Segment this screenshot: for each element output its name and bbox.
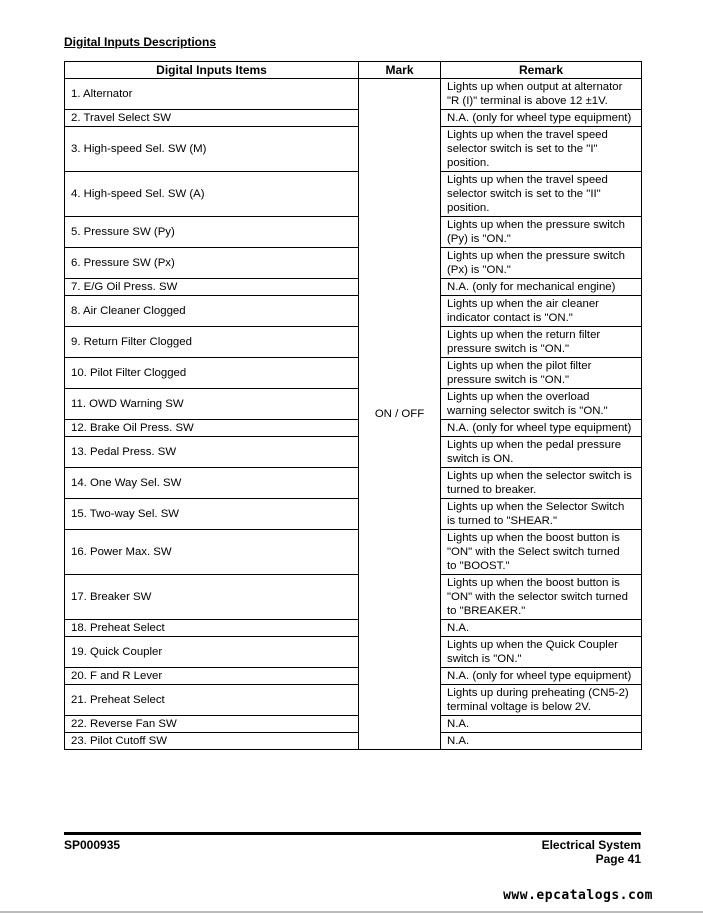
remark-line: Lights up when output at alternator	[447, 81, 623, 93]
remark-line: N.A.	[447, 718, 470, 730]
remark-line: indicator contact is "ON."	[447, 312, 573, 324]
table-row	[65, 575, 642, 620]
remark-cell	[441, 79, 642, 110]
remark-cell	[441, 296, 642, 327]
remark-line: Lights up when the return filter	[447, 329, 601, 341]
item-cell: 18. Preheat Select	[65, 620, 359, 637]
item-cell: 13. Pedal Press. SW	[65, 437, 359, 468]
remark-line: Lights up when the travel speed	[447, 129, 608, 141]
remark-line: Lights up when the pressure switch	[447, 250, 625, 262]
remark-line: position.	[447, 202, 490, 214]
remark-line: Lights up during preheating (CN5-2)	[447, 687, 629, 699]
remark-line: terminal voltage is below 2V.	[447, 701, 591, 713]
remark-cell	[441, 733, 642, 750]
item-cell: 5. Pressure SW (Py)	[65, 217, 359, 248]
table-row	[65, 79, 642, 110]
remark-cell	[441, 327, 642, 358]
remark-cell	[441, 620, 642, 637]
table-row	[65, 668, 642, 685]
remark-line: Lights up when the Quick Coupler	[447, 639, 618, 651]
remark-line: switch is ON.	[447, 453, 514, 465]
remark-line: (Px) is "ON."	[447, 264, 511, 276]
table-row	[65, 468, 642, 499]
remark-line: N.A. (only for wheel type equipment)	[447, 422, 632, 434]
table-row	[65, 327, 642, 358]
item-cell: 22. Reverse Fan SW	[65, 716, 359, 733]
remark-cell	[441, 575, 642, 620]
item-cell: 19. Quick Coupler	[65, 637, 359, 668]
item-cell: 1. Alternator	[65, 79, 359, 110]
watermark-url: www.epcatalogs.com	[503, 888, 653, 903]
item-cell: 23. Pilot Cutoff SW	[65, 733, 359, 750]
header-mark: Mark	[359, 62, 441, 79]
footer-rule	[64, 832, 641, 835]
table-row	[65, 172, 642, 217]
item-cell: 21. Preheat Select	[65, 685, 359, 716]
remark-line: N.A.	[447, 622, 470, 634]
remark-cell	[441, 127, 642, 172]
table-row	[65, 437, 642, 468]
remark-cell	[441, 637, 642, 668]
header-remark: Remark	[441, 62, 642, 79]
remark-line: selector switch is set to the "II"	[447, 188, 601, 200]
table-row	[65, 127, 642, 172]
remark-line: "ON" with the Select switch turned	[447, 546, 620, 558]
remark-line: N.A. (only for wheel type equipment)	[447, 112, 632, 124]
table-row	[65, 296, 642, 327]
remark-cell	[441, 389, 642, 420]
item-cell: 8. Air Cleaner Clogged	[65, 296, 359, 327]
remark-cell	[441, 530, 642, 575]
item-cell: 11. OWD Warning SW	[65, 389, 359, 420]
remark-line: to "BOOST."	[447, 560, 510, 572]
remark-line: Lights up when the overload	[447, 391, 590, 403]
table-row	[65, 530, 642, 575]
remark-line: Lights up when the pressure switch	[447, 219, 625, 231]
table-row	[65, 110, 642, 127]
remark-line: Lights up when the travel speed	[447, 174, 608, 186]
remark-line: Lights up when the pedal pressure	[447, 439, 622, 451]
remark-cell	[441, 248, 642, 279]
remark-line: is turned to "SHEAR."	[447, 515, 558, 527]
table-row	[65, 217, 642, 248]
item-cell: 6. Pressure SW (Px)	[65, 248, 359, 279]
digital-inputs-table	[64, 61, 642, 750]
remark-line: position.	[447, 157, 490, 169]
item-cell: 2. Travel Select SW	[65, 110, 359, 127]
item-cell: 9. Return Filter Clogged	[65, 327, 359, 358]
table-row	[65, 248, 642, 279]
table-row	[65, 733, 642, 750]
mark-cell: ON / OFF	[359, 79, 441, 750]
table-row	[65, 499, 642, 530]
table-row	[65, 637, 642, 668]
remark-line: "R (I)" terminal is above 12 ±1V.	[447, 95, 608, 107]
remark-line: warning selector switch is "ON."	[447, 405, 608, 417]
table-row	[65, 685, 642, 716]
table-row	[65, 716, 642, 733]
table-body	[65, 79, 642, 750]
section-name: Electrical System	[541, 838, 641, 852]
item-cell: 15. Two-way Sel. SW	[65, 499, 359, 530]
remark-cell	[441, 110, 642, 127]
item-cell: 14. One Way Sel. SW	[65, 468, 359, 499]
remark-cell	[441, 437, 642, 468]
item-cell: 12. Brake Oil Press. SW	[65, 420, 359, 437]
remark-line: Lights up when the boost button is	[447, 577, 620, 589]
remark-line: Lights up when the Selector Switch	[447, 501, 625, 513]
header-items: Digital Inputs Items	[65, 62, 359, 79]
table-row	[65, 620, 642, 637]
remark-line: (Py) is "ON."	[447, 233, 511, 245]
item-cell: 16. Power Max. SW	[65, 530, 359, 575]
remark-cell	[441, 668, 642, 685]
remark-cell	[441, 499, 642, 530]
remark-line: Lights up when the pilot filter	[447, 360, 592, 372]
remark-line: N.A.	[447, 735, 470, 747]
item-cell: 10. Pilot Filter Clogged	[65, 358, 359, 389]
item-cell: 4. High-speed Sel. SW (A)	[65, 172, 359, 217]
table-row	[65, 358, 642, 389]
table-row	[65, 279, 642, 296]
remark-line: Lights up when the air cleaner	[447, 298, 599, 310]
page-number: Page 41	[595, 852, 641, 866]
remark-line: "ON" with the selector switch turned	[447, 591, 628, 603]
remark-cell	[441, 716, 642, 733]
remark-cell	[441, 468, 642, 499]
table-row	[65, 389, 642, 420]
remark-cell	[441, 217, 642, 248]
item-cell: 20. F and R Lever	[65, 668, 359, 685]
remark-line: pressure switch is "ON."	[447, 343, 570, 355]
document-id: SP000935	[64, 838, 121, 852]
remark-line: N.A. (only for wheel type equipment)	[447, 670, 632, 682]
remark-line: to "BREAKER."	[447, 605, 526, 617]
remark-cell	[441, 279, 642, 296]
remark-cell	[441, 172, 642, 217]
remark-line: pressure switch is "ON."	[447, 374, 570, 386]
remark-line: N.A. (only for mechanical engine)	[447, 281, 616, 293]
remark-line: Lights up when the selector switch is	[447, 470, 632, 482]
table-row	[65, 420, 642, 437]
item-cell: 3. High-speed Sel. SW (M)	[65, 127, 359, 172]
table-header-row	[65, 62, 642, 79]
remark-line: selector switch is set to the "I"	[447, 143, 598, 155]
remark-cell	[441, 420, 642, 437]
page-title: Digital Inputs Descriptions	[64, 35, 217, 49]
remark-line: switch is "ON."	[447, 653, 522, 665]
remark-line: Lights up when the boost button is	[447, 532, 620, 544]
remark-cell	[441, 358, 642, 389]
item-cell: 17. Breaker SW	[65, 575, 359, 620]
remark-cell	[441, 685, 642, 716]
remark-line: turned to breaker.	[447, 484, 537, 496]
item-cell: 7. E/G Oil Press. SW	[65, 279, 359, 296]
